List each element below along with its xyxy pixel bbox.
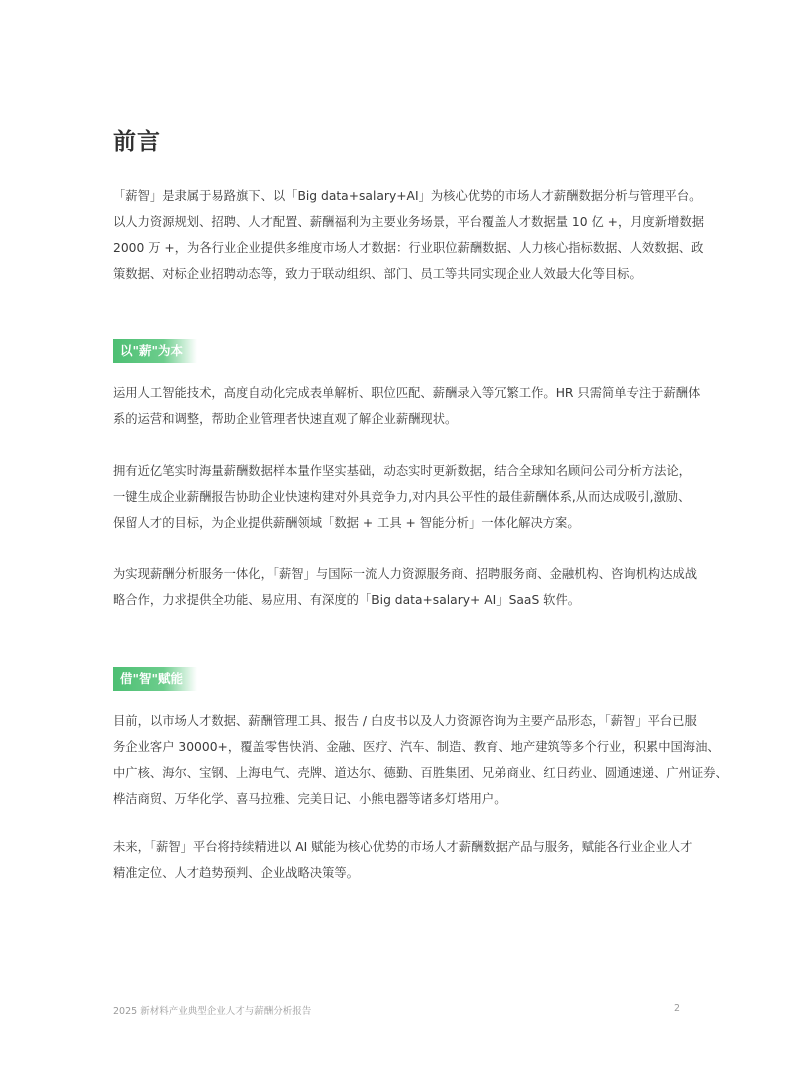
paragraph-line: 拥有近亿笔实时海量薪酬数据样本量作坚实基础，动态实时更新数据，结合全球知名顾问公司分析方法论，: [113, 464, 691, 478]
section1-paragraph-3: [113, 561, 698, 613]
footer-report-title: 2025 新材料产业典型企业人才与薪酬分析报告: [113, 1006, 312, 1017]
section2-paragraph-2: [113, 834, 693, 886]
intro-line: 「薪智」是隶属于易路旗下、以「Big data+salary+AI」为核心优势的市场人才薪酬数据分析与管理平台。: [113, 189, 702, 203]
paragraph-line: 中广核、海尔、宝钢、上海电气、壳牌、道达尔、德勤、百胜集团、兄弟商业、红日药业、圆通速递、广州证券、: [113, 766, 728, 780]
footer-page-number: 2: [674, 1003, 681, 1014]
paragraph-line: 务企业客户 30000+，覆盖零售快消、金融、医疗、汽车、制造、教育、地产建筑等多个行业，积累中国海油、: [113, 740, 720, 754]
paragraph-line: 目前，以市场人才数据、薪酬管理工具、报告 / 白皮书以及人力资源咨询为主要产品形态，「薪智」平台已服: [113, 714, 697, 728]
paragraph-line: 为实现薪酬分析服务一体化，「薪智」与国际一流人力资源服务商、招聘服务商、金融机构、咨询机构达成战: [113, 567, 698, 581]
paragraph-line: 未来，「薪智」平台将持续精进以 AI 赋能为核心优势的市场人才薪酬数据产品与服务，赋能各行业企业人才: [113, 840, 693, 854]
page-title: 前言: [113, 129, 161, 156]
section-tag-intelligence: 借"智"赋能: [113, 667, 197, 691]
section1-paragraph-2: [113, 458, 691, 536]
intro-paragraph: [113, 183, 705, 287]
paragraph-line: 精准定位、人才趋势预判、企业战略决策等。: [113, 866, 359, 880]
section2-paragraph-1: [113, 708, 728, 812]
section1-paragraph-1: [113, 380, 701, 432]
paragraph-line: 运用人工智能技术，高度自动化完成表单解析、职位匹配、薪酬录入等冗繁工作。HR 只需简单专注于薪酬体: [113, 386, 701, 400]
intro-line: 2000 万 +，为各行业企业提供多维度市场人才数据：行业职位薪酬数据、人力核心指标数据、人效数据、政: [113, 241, 704, 255]
paragraph-line: 桦洁商贸、万华化学、喜马拉雅、完美日记、小熊电器等诸多灯塔用户。: [113, 792, 507, 806]
intro-line: 以人力资源规划、招聘、人才配置、薪酬福利为主要业务场景，平台覆盖人才数据量 10 亿 +，月度新增数据: [113, 215, 705, 229]
paragraph-line: 系的运营和调整，帮助企业管理者快速直观了解企业薪酬现状。: [113, 412, 458, 426]
intro-line: 策数据、对标企业招聘动态等，致力于联动组织、部门、员工等共同实现企业人效最大化等目标。: [113, 267, 642, 281]
paragraph-line: 保留人才的目标，为企业提供薪酬领域「数据 + 工具 + 智能分析」一体化解决方案。: [113, 516, 580, 530]
section-tag-salary: 以"薪"为本: [113, 339, 197, 363]
paragraph-line: 略合作，力求提供全功能、易应用、有深度的「Big data+salary+ AI」SaaS 软件。: [113, 593, 581, 607]
paragraph-line: 一键生成企业薪酬报告协助企业快速构建对外具竞争力,对内具公平性的最佳薪酬体系,从而达成吸引,激励、: [113, 490, 691, 504]
